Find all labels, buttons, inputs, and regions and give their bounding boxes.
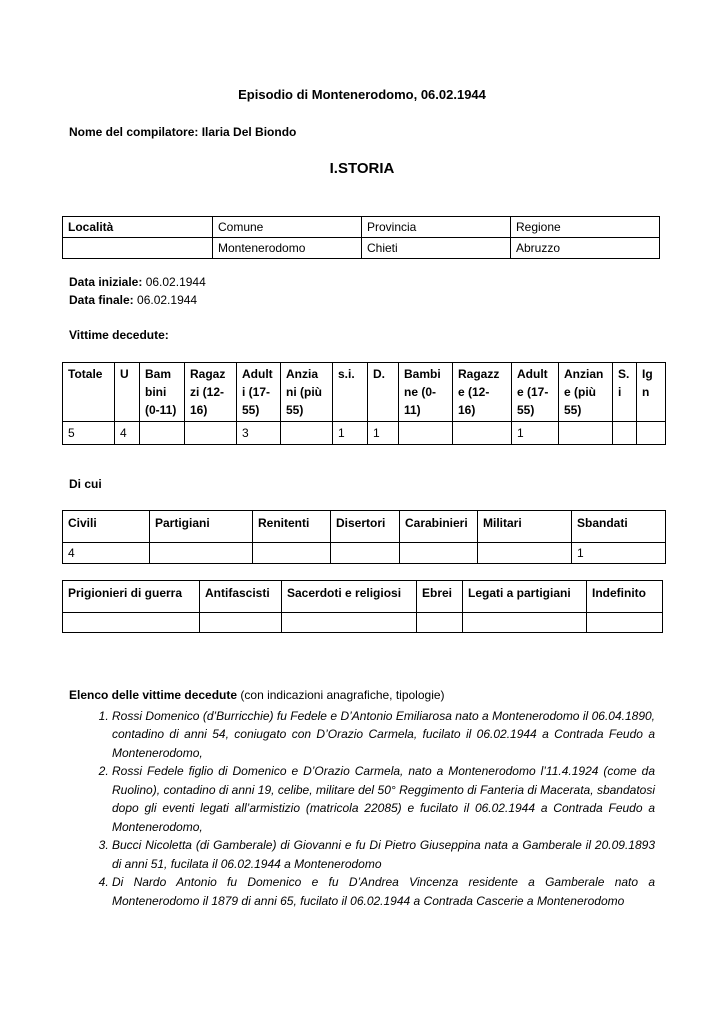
cat-header-sbandati: Sbandati: [572, 511, 666, 543]
cat-value-partigiani: [150, 543, 253, 564]
location-header-regione: Regione: [511, 217, 660, 238]
victims-header-ragazzi: Ragaz zi (12-16): [185, 363, 237, 422]
section-title: I.STORIA: [329, 160, 395, 177]
victims-header-bambini: Bam bini (0-11): [140, 363, 185, 422]
victims-header-ragazze: Ragazze (12-16): [453, 363, 512, 422]
victims-header-adulte: Adult e (17-55): [512, 363, 559, 422]
compiler-name: Nome del compilatore: Ilaria Del Biondo: [69, 125, 297, 139]
location-label: Località: [63, 217, 213, 238]
victims-header-bambine: Bambi ne (0-11): [399, 363, 453, 422]
victims-value-ragazze: [453, 422, 512, 445]
cat-header-disertori: Disertori: [331, 511, 400, 543]
cat2-header-sacerdoti: Sacerdoti e religiosi: [282, 581, 417, 613]
location-header-comune: Comune: [213, 217, 362, 238]
victims-value-bambine: [399, 422, 453, 445]
cat-value-militari: [478, 543, 572, 564]
list-item: 4. Di Nardo Antonio fu Domenico e fu D’Andrea Vincenza residente a Gamberale nato a Montenerodomo il 1879 di anni 65, fucilato il 06.02.1944 a Contrada Cascerie a Montenerodomo: [112, 873, 655, 910]
victims-value-anziane: [559, 422, 613, 445]
start-date-label: Data iniziale:: [69, 275, 143, 289]
victims-list-items: [69, 707, 655, 911]
cat-header-carabinieri: Carabinieri: [400, 511, 478, 543]
dates-block: [69, 273, 206, 309]
list-item: 3. Bucci Nicoletta (di Gamberale) di Giovanni e fu Di Pietro Giuseppina nata a Gamberale il 20.09.1893 di anni 51, fucilata il 06.02.1944 a Montenerodomo: [112, 836, 655, 873]
cat-value-disertori: [331, 543, 400, 564]
cat-value-sbandati: 1: [572, 543, 666, 564]
cat-value-civili: 4: [63, 543, 150, 564]
victims-header-u: U: [115, 363, 140, 422]
cat2-header-legati: Legati a partigiani: [463, 581, 587, 613]
location-empty-cell: [63, 238, 213, 259]
victims-header-si-f: S. i: [613, 363, 637, 422]
victims-header-anziane: Anzian e (più 55): [559, 363, 613, 422]
end-date-label: Data finale:: [69, 293, 134, 307]
victims-title: Vittime decedute:: [69, 328, 169, 342]
location-value-provincia: Chieti: [362, 238, 511, 259]
cat-header-renitenti: Renitenti: [253, 511, 331, 543]
cat2-value-indefinito: [587, 613, 663, 633]
victims-header-si: s.i.: [333, 363, 368, 422]
of-which-title: Di cui: [69, 477, 102, 491]
victims-header-ign: Ig n: [637, 363, 666, 422]
victims-value-anziani: [281, 422, 333, 445]
victims-table: [62, 362, 666, 445]
victims-value-ragazzi: [185, 422, 237, 445]
victims-header-d: D.: [368, 363, 399, 422]
cat2-value-prigionieri: [63, 613, 200, 633]
victims-header-totale: Totale: [63, 363, 115, 422]
victims-value-si-f: [613, 422, 637, 445]
victims-value-si: 1: [333, 422, 368, 445]
cat-header-civili: Civili: [63, 511, 150, 543]
victims-list-title: Elenco delle vittime decedute: [69, 688, 238, 702]
categories-table-2: [62, 580, 663, 633]
victims-value-totale: 5: [63, 422, 115, 445]
list-item: 1. Rossi Domenico (d’Burricchie) fu Fedele e D’Antonio Emiliarosa nato a Montenerodomo il 06.04.1890, contadino di anni 54, coniugato con D’Orazio Carmela, fucilato il 06.02.1944 a Contrada Feudo a Montenerodomo,: [112, 707, 655, 763]
victims-header-anziani: Anzia ni (più 55): [281, 363, 333, 422]
cat2-value-legati: [463, 613, 587, 633]
cat2-header-ebrei: Ebrei: [417, 581, 463, 613]
location-header-provincia: Provincia: [362, 217, 511, 238]
start-date-value: 06.02.1944: [145, 275, 206, 289]
victims-value-ign: [637, 422, 666, 445]
cat2-header-antifascisti: Antifascisti: [200, 581, 282, 613]
victims-value-adulte: 1: [512, 422, 559, 445]
categories-table-1: [62, 510, 666, 564]
victims-value-bambini: [140, 422, 185, 445]
cat2-value-ebrei: [417, 613, 463, 633]
cat2-header-prigionieri: Prigionieri di guerra: [63, 581, 200, 613]
victims-list-header: [69, 686, 655, 705]
document-heading: Episodio di Montenerodomo, 06.02.1944: [238, 87, 486, 102]
cat2-header-indefinito: Indefinito: [587, 581, 663, 613]
location-value-regione: Abruzzo: [511, 238, 660, 259]
location-table: [62, 216, 660, 259]
victims-list-subtitle: (con indicazioni anagrafiche, tipologie): [240, 688, 445, 702]
victims-header-adulti: Adult i (17-55): [237, 363, 281, 422]
victims-value-d: 1: [368, 422, 399, 445]
cat2-value-antifascisti: [200, 613, 282, 633]
list-item: 2. Rossi Fedele figlio di Domenico e D’Orazio Carmela, nato a Montenerodomo l’11.4.1924 (come da Ruolino), contadino di anni 19, celibe, militare del 50° Reggimento di Fanteria di Macerata, sbandatosi dopo gli eventi legati all’armistizio (matricola 22085) e fucilato il 06.02.1944 a Contrada Feudo a Montenerodomo,: [112, 762, 655, 836]
victims-list: [69, 686, 655, 910]
cat-header-militari: Militari: [478, 511, 572, 543]
cat-value-renitenti: [253, 543, 331, 564]
cat-header-partigiani: Partigiani: [150, 511, 253, 543]
cat2-value-sacerdoti: [282, 613, 417, 633]
end-date-value: 06.02.1944: [137, 293, 198, 307]
victims-value-u: 4: [115, 422, 140, 445]
victims-value-adulti: 3: [237, 422, 281, 445]
cat-value-carabinieri: [400, 543, 478, 564]
location-value-comune: Montenerodomo: [213, 238, 362, 259]
